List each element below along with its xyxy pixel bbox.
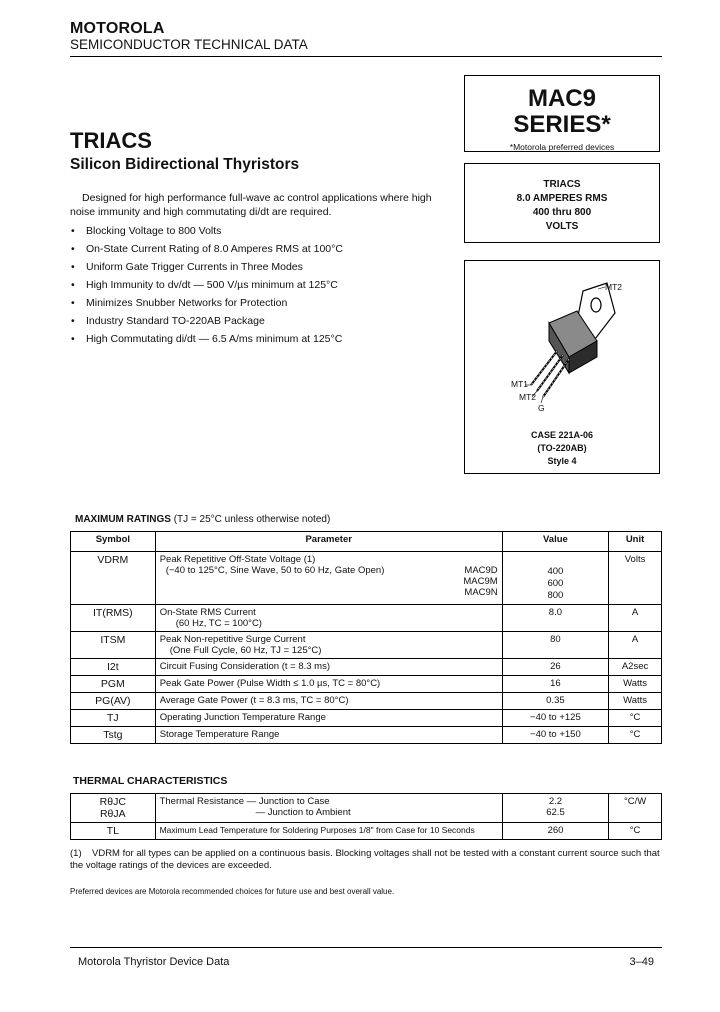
unit-cell: Watts — [609, 676, 662, 693]
bullet-icon: • — [71, 243, 75, 255]
device-suffix: MAC9D — [464, 565, 498, 576]
parameter-cell — [155, 552, 502, 605]
feature-item — [70, 258, 450, 276]
feature-item — [70, 240, 450, 258]
value-cell: 260 — [502, 823, 608, 840]
spec-line: TRIACS — [543, 179, 581, 190]
value-text: 62.5 — [546, 807, 565, 818]
page-title: TRIACS — [70, 128, 152, 153]
parameter-condition: (−40 to 125°C, Sine Wave, 50 to 60 Hz, Gate Open) — [165, 565, 385, 576]
max-ratings-table — [70, 531, 662, 744]
footnote — [70, 848, 662, 872]
parameter-cell: Storage Temperature Range — [155, 727, 502, 744]
unit-cell: A — [609, 605, 662, 632]
value-cell: 0.35 — [502, 693, 608, 710]
column-header: Value — [502, 532, 608, 552]
package-box — [464, 260, 660, 474]
symbol-cell: PG(AV) — [71, 693, 156, 710]
intro-text: Designed for high performance full-wave ac control applications where high noise immunity and high commutating di/dt are required. — [70, 192, 432, 218]
series-name: MAC9 — [527, 85, 596, 112]
case-line: (TO-220AB) — [537, 443, 587, 453]
device-suffix: MAC9M — [463, 576, 498, 587]
feature-text: High Immunity to dv/dt — 500 V/µs minimum at 125°C — [86, 279, 338, 291]
pin-label-mt2-tab: MT2 — [605, 282, 622, 292]
table-row — [71, 727, 662, 744]
value-cell: 16 — [502, 676, 608, 693]
spec-line: VOLTS — [545, 221, 579, 232]
feature-item — [70, 222, 450, 240]
device-suffix: MAC9N — [464, 587, 498, 598]
symbol-cell: TJ — [71, 710, 156, 727]
symbol-cell: PGM — [71, 676, 156, 693]
column-header: Unit — [609, 532, 662, 552]
thermal-table — [70, 793, 662, 840]
page-number: 3–49 — [629, 956, 654, 968]
unit-cell: °C — [609, 710, 662, 727]
feature-text: High Commutating di/dt — 6.5 A/ms minimum at 125°C — [86, 333, 343, 345]
table-row — [71, 676, 662, 693]
parameter-cell: Peak Gate Power (Pulse Width ≤ 1.0 µs, TC = 80°C) — [155, 676, 502, 693]
column-header: Parameter — [155, 532, 502, 552]
parameter-text: Thermal Resistance — Junction to Case — [159, 796, 330, 807]
preferred-note: *Motorola preferred devices — [509, 142, 615, 152]
bullet-icon: • — [71, 225, 75, 237]
table-row — [71, 605, 662, 632]
value-cell: −40 to +150 — [502, 727, 608, 744]
parameter-condition: (One Full Cycle, 60 Hz, TJ = 125°C) — [169, 645, 322, 656]
case-line: Style 4 — [547, 456, 577, 466]
feature-text: On-State Current Rating of 8.0 Amperes RMS at 100°C — [86, 243, 343, 255]
symbol-cell — [71, 794, 156, 823]
value-cell: 80 — [502, 632, 608, 659]
max-ratings-title: MAXIMUM RATINGS — [75, 514, 171, 525]
table-row — [71, 710, 662, 727]
parameter-cell — [155, 632, 502, 659]
value-text: 2.2 — [548, 796, 563, 807]
value-cell — [502, 552, 608, 605]
unit-cell: Volts — [609, 552, 662, 605]
page-subtitle: Silicon Bidirectional Thyristors — [70, 156, 300, 173]
value-text: 800 — [547, 590, 564, 601]
unit-cell: A2sec — [609, 659, 662, 676]
spec-line: 400 thru 800 — [532, 207, 592, 218]
parameter-text: Peak Non-repetitive Surge Current — [159, 634, 306, 645]
footnote-text: VDRM for all types can be applied on a continuous basis. Blocking voltages shall not be tested with a constant current source such that the voltage ratings of the devices are exceeded. — [70, 848, 660, 871]
parameter-cell: Operating Junction Temperature Range — [155, 710, 502, 727]
symbol-cell: ITSM — [71, 632, 156, 659]
feature-item — [70, 312, 450, 330]
symbol-text: RθJA — [99, 808, 126, 820]
table-row — [71, 823, 662, 840]
unit-cell: A — [609, 632, 662, 659]
feature-text: Uniform Gate Trigger Currents in Three Modes — [86, 261, 303, 273]
value-cell: 26 — [502, 659, 608, 676]
table-header-row — [71, 532, 662, 552]
pin-label-mt2: MT2 — [519, 392, 536, 402]
brand-name: MOTOROLA — [70, 20, 165, 37]
parameter-cell: Circuit Fusing Consideration (t = 8.3 ms) — [155, 659, 502, 676]
unit-cell: °C/W — [609, 794, 662, 823]
series-label: SERIES* — [513, 111, 611, 138]
value-cell: 8.0 — [502, 605, 608, 632]
thermal-heading: THERMAL CHARACTERISTICS — [73, 775, 228, 787]
bullet-icon: • — [71, 333, 75, 345]
intro-paragraph — [70, 191, 450, 219]
column-header: Symbol — [71, 532, 156, 552]
footer-rule — [70, 947, 662, 948]
value-cell — [502, 794, 608, 823]
case-info — [465, 429, 659, 468]
case-line: CASE 221A-06 — [530, 430, 594, 440]
bullet-icon: • — [71, 297, 75, 309]
value-text: 400 — [547, 566, 564, 577]
symbol-cell: IT(RMS) — [71, 605, 156, 632]
footer-title: Motorola Thyristor Device Data — [78, 956, 230, 968]
unit-cell: Watts — [609, 693, 662, 710]
table-row — [71, 659, 662, 676]
parameter-text: On-State RMS Current — [159, 607, 256, 618]
footnote-number: (1) — [70, 848, 82, 859]
max-ratings-heading — [75, 514, 330, 525]
parameter-cell — [155, 794, 502, 823]
table-row — [71, 552, 662, 605]
feature-item — [70, 276, 450, 294]
spec-line: 8.0 AMPERES RMS — [516, 193, 608, 204]
unit-cell: °C — [609, 727, 662, 744]
value-text: 600 — [547, 578, 564, 589]
symbol-cell: Tstg — [71, 727, 156, 744]
parameter-condition: (60 Hz, TC = 100°C) — [175, 618, 262, 629]
document-type: SEMICONDUCTOR TECHNICAL DATA — [70, 37, 308, 52]
pin-label-gate: G — [538, 403, 545, 413]
bullet-icon: • — [71, 315, 75, 327]
feature-item — [70, 294, 450, 312]
feature-text: Minimizes Snubber Networks for Protection — [86, 297, 288, 309]
parameter-cell: Maximum Lead Temperature for Soldering Purposes 1/8" from Case for 10 Seconds — [155, 823, 502, 840]
table-row — [71, 693, 662, 710]
parameter-text: — Junction to Ambient — [255, 807, 351, 818]
feature-text: Industry Standard TO-220AB Package — [86, 315, 265, 327]
feature-text: Blocking Voltage to 800 Volts — [86, 225, 222, 237]
symbol-cell: VDRM — [71, 552, 156, 605]
preferred-devices-note: Preferred devices are Motorola recommended choices for future use and best overall value. — [70, 887, 395, 896]
parameter-subline — [160, 565, 498, 576]
unit-cell: °C — [609, 823, 662, 840]
series-box — [464, 75, 660, 152]
bullet-icon: • — [71, 261, 75, 273]
feature-list — [70, 222, 450, 348]
max-ratings-condition: (TJ = 25°C unless otherwise noted) — [173, 514, 331, 525]
parameter-cell — [155, 605, 502, 632]
parameter-text: Peak Repetitive Off-State Voltage (1) — [159, 554, 316, 565]
pin-label-mt1: MT1 — [511, 379, 528, 389]
symbol-cell: I2t — [71, 659, 156, 676]
symbol-cell: TL — [71, 823, 156, 840]
header-rule — [70, 56, 662, 57]
bullet-icon: • — [71, 279, 75, 291]
spec-box — [464, 163, 660, 243]
table-row — [71, 794, 662, 823]
symbol-text: RθJC — [99, 796, 126, 808]
parameter-cell: Average Gate Power (t = 8.3 ms, TC = 80°C) — [155, 693, 502, 710]
table-row — [71, 632, 662, 659]
value-cell: −40 to +125 — [502, 710, 608, 727]
feature-item — [70, 330, 450, 348]
